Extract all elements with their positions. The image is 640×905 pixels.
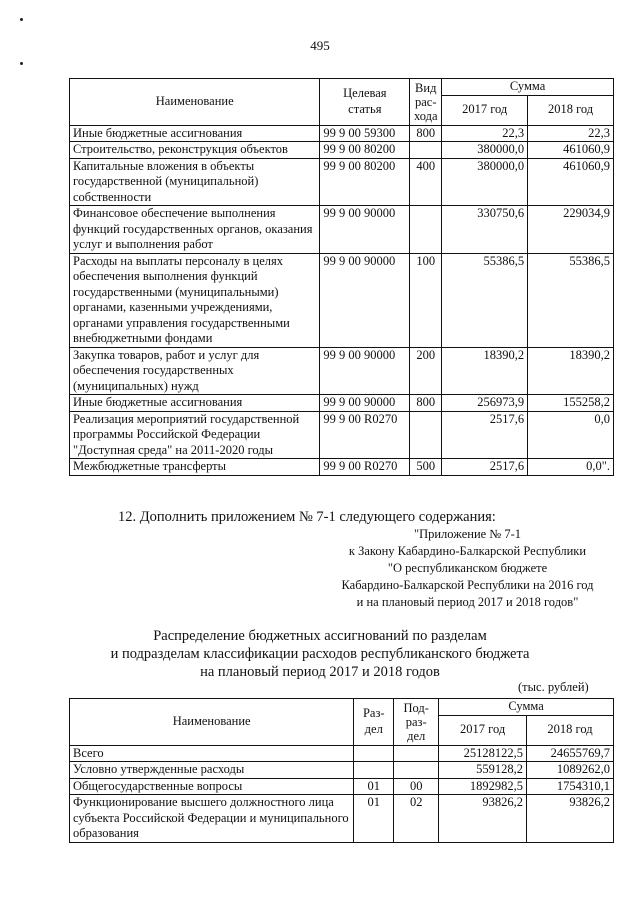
row-name: Реализация мероприятий государственной программы Российской Федерации "Доступная среда" на 2011-2020 годы (70, 411, 320, 459)
appendix-line: "О республиканском бюджете (387, 561, 548, 575)
row-section (354, 745, 394, 762)
row-target-article: 99 9 00 90000 (320, 395, 410, 412)
row-sum-2018: 93826,2 (527, 795, 614, 843)
title-line: и подразделам классификации расходов республиканского бюджета (110, 646, 530, 662)
row-sum-2018: 0,0 (528, 411, 614, 459)
row-sum-2017: 330750,6 (442, 206, 528, 254)
row-section (354, 762, 394, 779)
row-sum-2018: 229034,9 (528, 206, 614, 254)
row-sum-2017: 559128,2 (439, 762, 527, 779)
row-sum-2018: 18390,2 (528, 347, 614, 395)
units-label: (тыс. рублей) (518, 680, 589, 694)
row-section: 01 (354, 795, 394, 843)
row-sum-2018: 22,3 (528, 125, 614, 142)
row-target-article: 99 9 00 R0270 (320, 411, 410, 459)
row-sum-2017: 2517,6 (442, 459, 528, 476)
row-name: Расходы на выплаты персоналу в целях обеспечения выполнения функций государственными (муниципальными) органами, казенными учреждениями, органами управления государственными внебюджетными фондами (70, 253, 320, 347)
page-number: 495 (310, 38, 330, 53)
row-expense-kind: 100 (410, 253, 442, 347)
amendment-point: 12. Дополнить приложением № 7-1 следующего содержания: (118, 509, 496, 525)
header-year-2018: 2018 год (527, 715, 614, 745)
row-sum-2017: 256973,9 (442, 395, 528, 412)
table-row (70, 206, 614, 254)
row-name: Функционирование высшего должностного лица субъекта Российской Федерации и муниципального образования (70, 795, 354, 843)
title-line: Распределение бюджетных ассигнований по разделам (153, 628, 487, 644)
table-row (70, 745, 614, 762)
row-name: Капитальные вложения в объекты государственной (муниципальной) собственности (70, 158, 320, 206)
row-name: Общегосударственные вопросы (70, 778, 354, 795)
appendix-line: к Закону Кабардино-Балкарской Республики (348, 544, 587, 558)
table-row (70, 778, 614, 795)
row-sum-2017: 55386,5 (442, 253, 528, 347)
row-target-article: 99 9 00 80200 (320, 142, 410, 159)
header-name: Наименование (70, 699, 354, 746)
row-subsection (394, 745, 439, 762)
row-expense-kind (410, 411, 442, 459)
row-sum-2017: 22,3 (442, 125, 528, 142)
row-target-article: 99 9 00 R0270 (320, 459, 410, 476)
appendix-heading (330, 526, 605, 611)
row-sum-2017: 380000,0 (442, 142, 528, 159)
row-expense-kind: 800 (410, 125, 442, 142)
row-sum-2018: 1089262,0 (527, 762, 614, 779)
row-sum-2018: 1754310,1 (527, 778, 614, 795)
expenses-table-2 (69, 698, 614, 843)
table-row (70, 795, 614, 843)
row-target-article: 99 9 00 59300 (320, 125, 410, 142)
row-subsection: 00 (394, 778, 439, 795)
row-sum-2017: 18390,2 (442, 347, 528, 395)
appendix-line: "Приложение № 7-1 (413, 527, 522, 541)
row-sum-2018: 24655769,7 (527, 745, 614, 762)
row-name: Условно утвержденные расходы (70, 762, 354, 779)
row-expense-kind (410, 206, 442, 254)
row-name: Иные бюджетные ассигнования (70, 395, 320, 412)
appendix-line: Кабардино-Балкарской Республики на 2016 год (341, 578, 594, 592)
row-name: Закупка товаров, работ и услуг для обеспечения государственных (муниципальных) нужд (70, 347, 320, 395)
table-row (70, 253, 614, 347)
table-row (70, 411, 614, 459)
header-year-2017: 2017 год (442, 95, 528, 125)
scan-mark-top (20, 18, 23, 21)
header-kind: Вид рас- хода (410, 79, 442, 126)
row-subsection: 02 (394, 795, 439, 843)
scan-mark-bottom (20, 62, 23, 65)
row-expense-kind: 500 (410, 459, 442, 476)
row-sum-2017: 25128122,5 (439, 745, 527, 762)
header-sum: Сумма (439, 699, 614, 716)
header-article: Целевая статья (320, 79, 410, 126)
header-year-2018: 2018 год (528, 95, 614, 125)
row-target-article: 99 9 00 90000 (320, 206, 410, 254)
row-sum-2018: 461060,9 (528, 142, 614, 159)
table-row (70, 762, 614, 779)
table-row (70, 395, 614, 412)
row-expense-kind (410, 142, 442, 159)
row-target-article: 99 9 00 80200 (320, 158, 410, 206)
header-name: Наименование (70, 79, 320, 126)
row-sum-2018: 155258,2 (528, 395, 614, 412)
row-target-article: 99 9 00 90000 (320, 253, 410, 347)
table-row (70, 459, 614, 476)
row-sum-2017: 2517,6 (442, 411, 528, 459)
row-sum-2018: 55386,5 (528, 253, 614, 347)
row-name: Иные бюджетные ассигнования (70, 125, 320, 142)
row-name: Финансовое обеспечение выполнения функций государственных органов, оказания услуг и выполнения работ (70, 206, 320, 254)
row-sum-2017: 93826,2 (439, 795, 527, 843)
table-row (70, 347, 614, 395)
row-name: Межбюджетные трансферты (70, 459, 320, 476)
appendix-line: и на плановый период 2017 и 2018 годов" (356, 595, 579, 609)
row-section: 01 (354, 778, 394, 795)
expenses-table-1-body (70, 125, 614, 475)
distribution-title (0, 627, 640, 681)
row-sum-2017: 1892982,5 (439, 778, 527, 795)
header-sum: Сумма (442, 79, 614, 96)
header-section: Раз- дел (354, 699, 394, 746)
row-expense-kind: 800 (410, 395, 442, 412)
row-subsection (394, 762, 439, 779)
header-year-2017: 2017 год (439, 715, 527, 745)
row-name: Строительство, реконструкция объектов (70, 142, 320, 159)
table-row (70, 125, 614, 142)
row-expense-kind: 400 (410, 158, 442, 206)
title-line: на плановый период 2017 и 2018 годов (200, 664, 440, 680)
table-row (70, 158, 614, 206)
table-row (70, 142, 614, 159)
header-subsection: Под- раз- дел (394, 699, 439, 746)
row-target-article: 99 9 00 90000 (320, 347, 410, 395)
row-sum-2018: 461060,9 (528, 158, 614, 206)
row-name: Всего (70, 745, 354, 762)
expenses-table-2-body (70, 745, 614, 842)
row-sum-2017: 380000,0 (442, 158, 528, 206)
row-expense-kind: 200 (410, 347, 442, 395)
row-sum-2018: 0,0". (528, 459, 614, 476)
expenses-table-1 (69, 78, 614, 476)
